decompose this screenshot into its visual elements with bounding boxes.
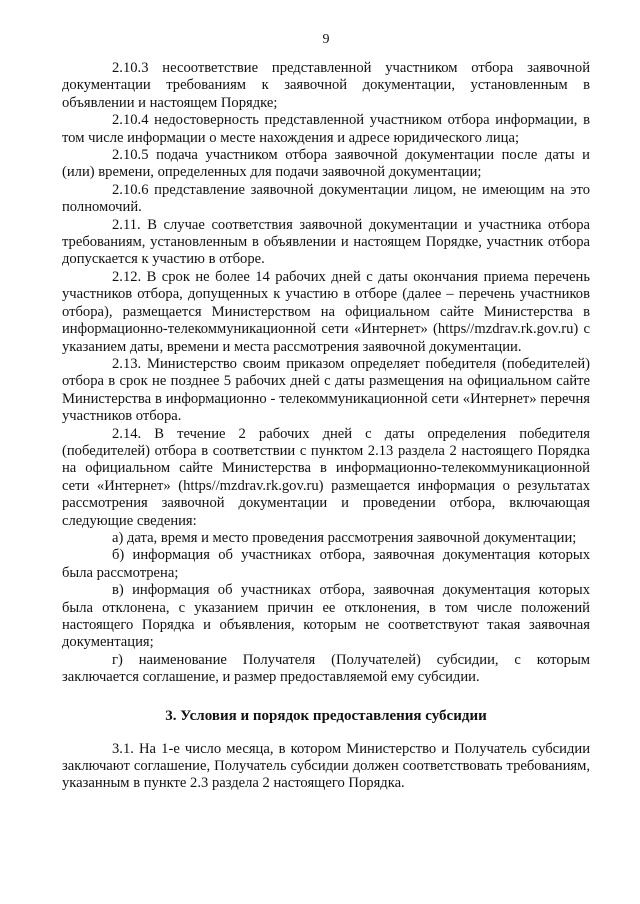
list-item-v: в) информация об участниках отбора, заявочная документация которых была отклонена, с указанием причин ее отклонения, в том числе положений настоящего Порядка и объявления, которым не соответствуют такая заявочная документация; [62,582,590,651]
paragraph-2-14: 2.14. В течение 2 рабочих дней с даты определения победителя (победителей) отбора в соответствии с пунктом 2.13 раздела 2 настоящего Порядка на официальном сайте Министерства в информационно-телекоммуникационной сети «Интернет» (https//mzdrav.rk.gov.ru) размещается информация о результатах рассмотрения заявочной документации и проведении отбора, включающая следующие сведения: [62,425,590,529]
paragraph-2-13: 2.13. Министерство своим приказом определяет победителя (победителей) отбора в срок не позднее 5 рабочих дней с даты размещения на официальном сайте Министерства в информационно - телекоммуникационной сети «Интернет» перечня участников отбора. [62,355,590,425]
list-item-a: а) дата, время и место проведения рассмотрения заявочной документации; [112,529,577,546]
paragraph-2-12: 2.12. В срок не более 14 рабочих дней с даты окончания приема перечень участников отбора, допущенных к участию в отборе (далее – перечень участников отбора), размещается Министерством на официальном сайте Министерства в информационно-телекоммуникационной сети «Интернет» (https//mzdrav.rk.gov.ru) с указанием даты, времени и места рассмотрения заявочной документации. [62,268,590,355]
paragraph-2-10-6: 2.10.6 представление заявочной документации лицом, не имеющим на это полномочий. [62,181,590,216]
section-3 [62,707,590,793]
paragraph-3-1: 3.1. На 1-е число месяца, в котором Министерство и Получатель субсидии заключают соглашение, Получатель субсидии должен соответствовать требованиям, указанным в пункте 2.3 раздела 2 настоящего Порядка. [62,740,590,792]
paragraph-2-10-5: 2.10.5 подача участником отбора заявочной документации после даты и (или) времени, определенных для подачи заявочной документации; [62,147,590,181]
list-item-b: б) информация об участниках отбора, заявочная документация которых была рассмотрена; [62,547,590,581]
list-item-g: г) наименование Получателя (Получателей) субсидии, с которым заключается соглашение, и размер предоставляемой ему субсидии. [62,651,590,686]
paragraph-2-11: 2.11. В случае соответствия заявочной документации и участника отбора требованиям, установленным в объявлении и настоящем Порядке, участник отбора допускается к участию в отборе. [62,216,590,268]
section-title: 3. Условия и порядок предоставления субсидии [165,707,487,724]
body-text [62,60,590,687]
paragraph-2-10-4: 2.10.4 недостоверность представленной участником отбора информации, в том числе информации о месте нахождения и адресе юридического лица; [62,112,590,146]
paragraph-2-10-3: 2.10.3 несоответствие представленной участником отбора заявочной документации требованиям к заявочной документации, установленным в объявлении и настоящем Порядке; [62,60,590,111]
page-number: 9 [322,32,330,47]
